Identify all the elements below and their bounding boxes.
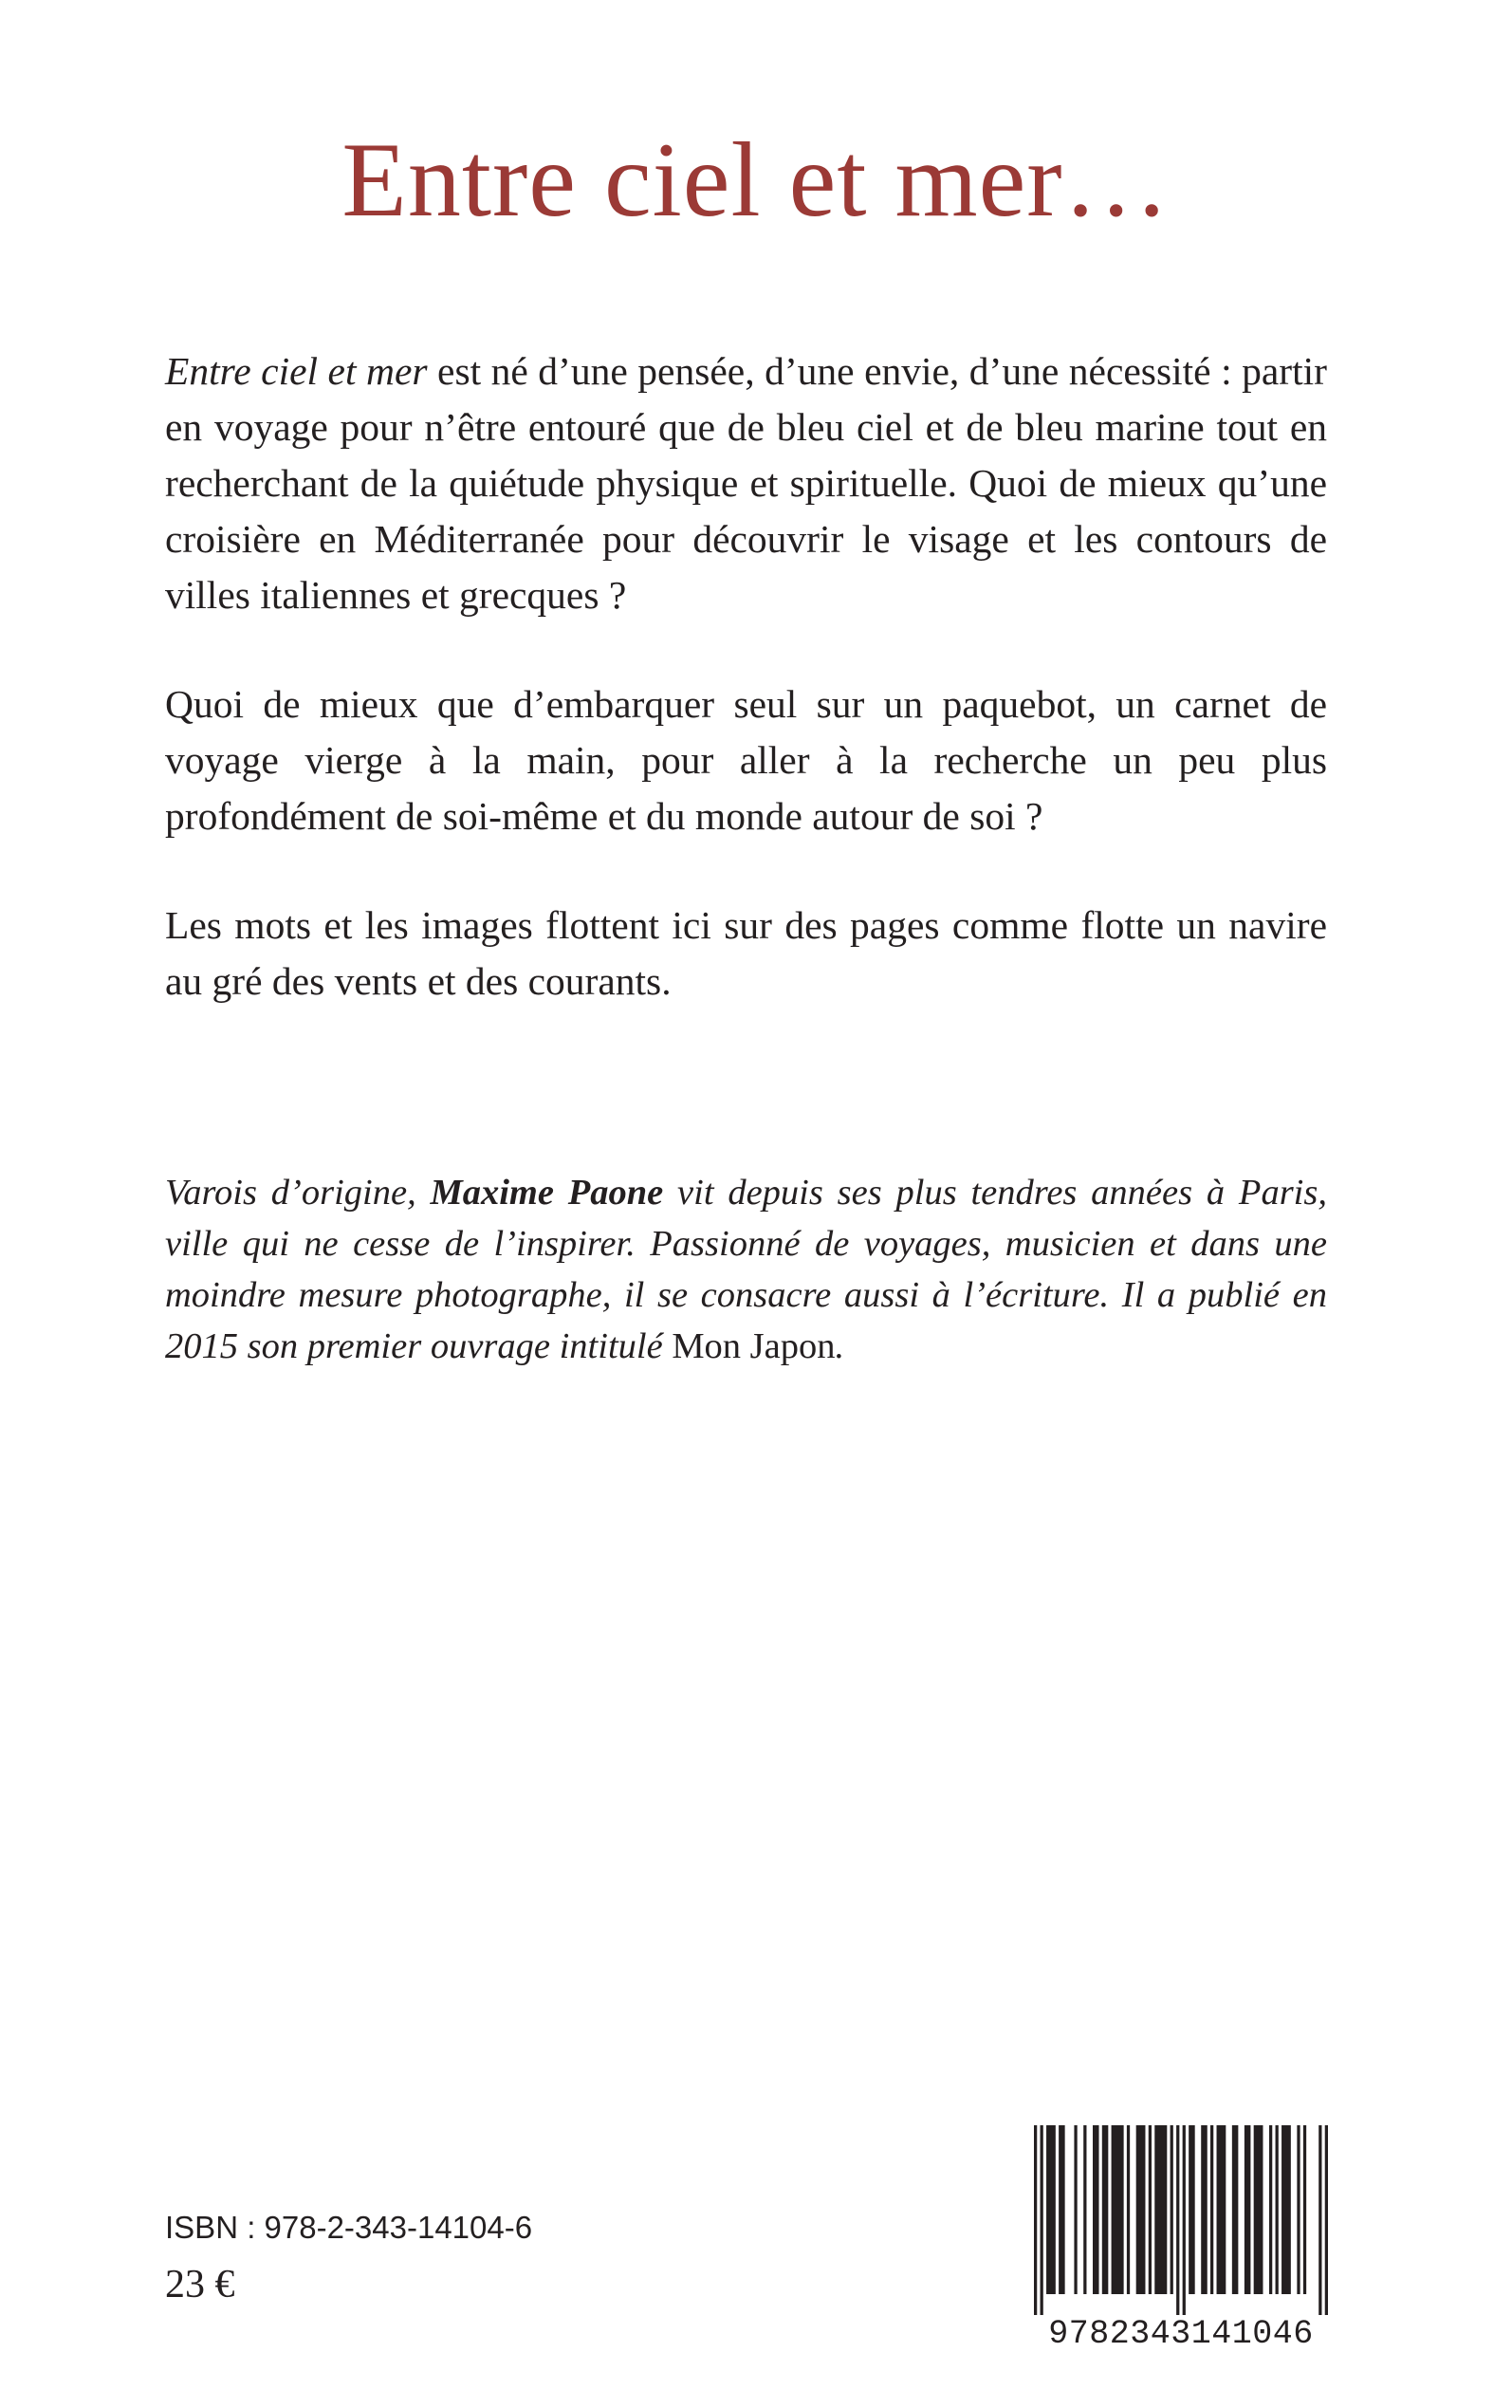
barcode-bar [1217, 2125, 1226, 2294]
barcode-bar [1245, 2125, 1251, 2294]
barcode-bar [1325, 2125, 1328, 2315]
barcode-bar [1093, 2125, 1099, 2294]
barcode-bar [1127, 2125, 1130, 2294]
blurb-paragraph-2: Quoi de mieux que d’embarquer seul sur un paquebot, un carnet de voyage vierge à la main, pour aller à la recherche un peu plus profondément de soi-même et du monde autour de soi ? [165, 682, 1327, 838]
barcode-bar [1210, 2125, 1213, 2294]
barcode-bar [1041, 2125, 1043, 2315]
blurb-paragraph-3: Les mots et les images flottent ici sur des pages comme flotte un navire au gré des vents et des courants. [165, 903, 1327, 1003]
barcode-bar [1046, 2125, 1056, 2294]
author-bio-end: . [835, 1326, 845, 1366]
barcode-bar [1154, 2125, 1167, 2294]
barcode-bar [1254, 2125, 1263, 2294]
blurb-paragraph-1-text: est né d’une pensée, d’une envie, d’une nécessité : partir en voyage pour n’être entouré que de bleu ciel et de bleu marine tout en recherchant de la quiétude physique et spirituelle. Quoi de mieux qu’une croisière en Méditerranée pour découvrir le visage et les contours de villes italiennes et grecques ? [165, 349, 1327, 617]
barcode-bar [1083, 2125, 1086, 2294]
barcode-bar [1269, 2125, 1272, 2294]
barcode-bar [1201, 2125, 1208, 2294]
barcode-bar [1102, 2125, 1109, 2294]
barcode-bar [1282, 2125, 1291, 2294]
barcode [1034, 2125, 1328, 2353]
barcode-bar [1176, 2125, 1179, 2315]
barcode-bar [1303, 2125, 1306, 2294]
barcode-digits: 9782343141046 [1048, 2315, 1314, 2353]
barcode-bar [1059, 2125, 1065, 2294]
barcode-bar [1149, 2125, 1152, 2294]
barcode-bars [1034, 2125, 1328, 2315]
isbn-label: ISBN : 978-2-343-14104-6 [165, 2210, 533, 2245]
book-title: Entre ciel et mer… [341, 121, 1171, 239]
barcode-bar [1276, 2125, 1279, 2294]
barcode-bar [1034, 2125, 1037, 2315]
barcode-bar [1297, 2125, 1300, 2294]
barcode-bar [1232, 2125, 1239, 2294]
barcode-bar [1183, 2125, 1186, 2315]
previous-book-title: Mon Japon [672, 1326, 836, 1366]
author-bio [165, 1167, 1327, 1372]
author-name: Maxime Paone [430, 1173, 664, 1213]
barcode-bar [1318, 2125, 1321, 2315]
blurb-title-italic: Entre ciel et mer [165, 349, 428, 393]
author-bio-part-2: vit depuis ses plus tendres années à Paris, ville qui ne cesse de l’inspirer. Passionné de voyages, musicien et dans une moindre mesure photographe, il se consacre aussi à l’écriture. Il a publié en 2015 son premier ouvrage intitulé [165, 1173, 1327, 1366]
barcode-bar [1171, 2125, 1173, 2294]
author-bio-part-1: Varois d’origine, [165, 1173, 431, 1213]
barcode-bar [1112, 2125, 1124, 2294]
blurb-paragraph-1 [165, 343, 1327, 623]
barcode-bar [1074, 2125, 1077, 2294]
barcode-bar [1136, 2125, 1146, 2294]
price-label: 23 € [165, 2263, 235, 2306]
barcode-bar [1189, 2125, 1195, 2294]
